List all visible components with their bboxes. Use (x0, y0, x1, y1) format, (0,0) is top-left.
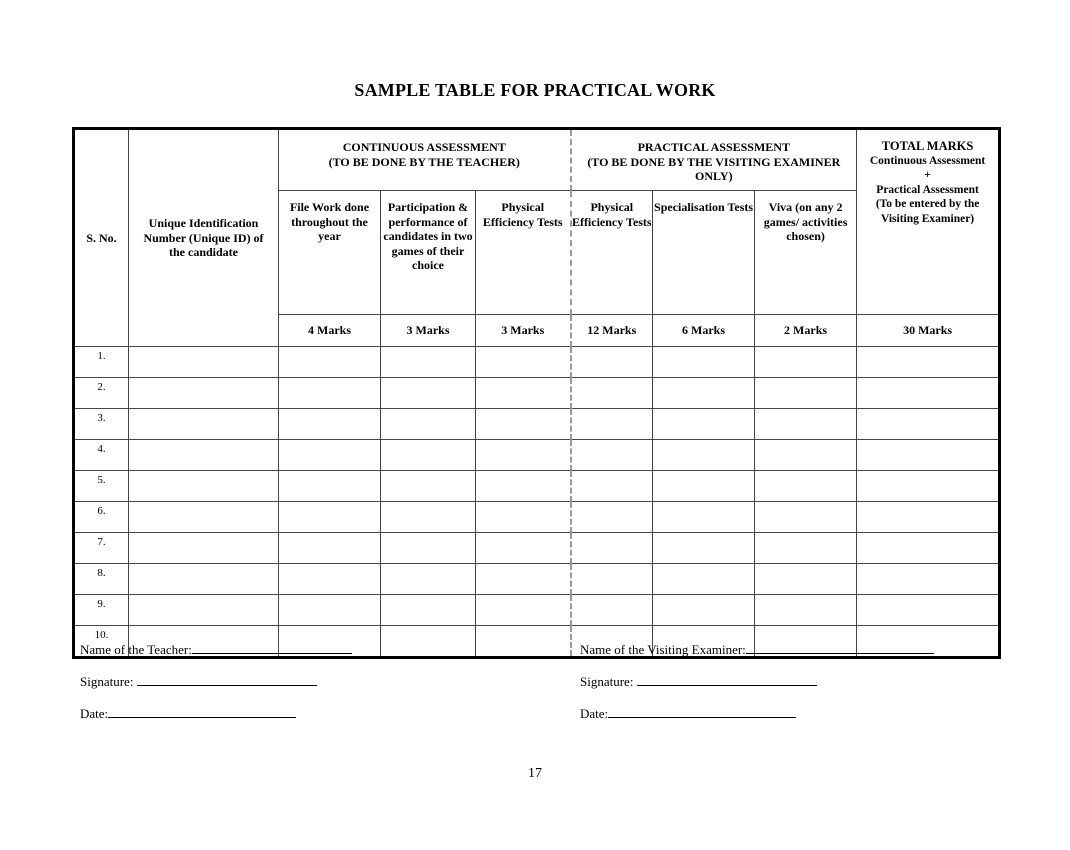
teacher-date-label: Date: (80, 706, 109, 721)
entry-cell[interactable] (653, 471, 755, 502)
table-row (74, 502, 1000, 533)
teacher-date-line[interactable] (108, 705, 296, 718)
teacher-signature-field[interactable] (80, 673, 317, 690)
page-number: 17 (528, 766, 542, 781)
entry-cell[interactable] (755, 440, 857, 471)
table-row (74, 533, 1000, 564)
row-number: 8. (74, 564, 129, 595)
entry-cell[interactable] (755, 533, 857, 564)
entry-cell[interactable] (653, 502, 755, 533)
entry-cell[interactable] (755, 409, 857, 440)
entry-cell[interactable] (571, 533, 653, 564)
table-row (74, 564, 1000, 595)
marks-pa-physical-efficiency: 12 Marks (571, 315, 653, 347)
row-number: 6. (74, 502, 129, 533)
uid-header: Unique Identification Number (Unique ID) of the candidate (129, 129, 279, 347)
practical-assessment-note: (TO BE DONE BY THE VISITING EXAMINER ONLY) (587, 154, 841, 183)
entry-cell[interactable] (857, 471, 1000, 502)
row-number: 10. (74, 626, 129, 658)
entry-cell[interactable] (755, 471, 857, 502)
entry-cell[interactable] (653, 533, 755, 564)
entry-cell[interactable] (129, 533, 279, 564)
entry-cell[interactable] (279, 564, 381, 595)
entry-cell[interactable] (653, 440, 755, 471)
row-number: 4. (74, 440, 129, 471)
marks-total: 30 Marks (857, 315, 1000, 347)
practical-work-table (72, 127, 1001, 659)
entry-cell[interactable] (857, 378, 1000, 409)
col-file-work: File Work done throughout the year (279, 191, 381, 315)
total-marks-title: TOTAL MARKS (881, 139, 974, 153)
entry-cell[interactable] (476, 533, 571, 564)
entry-cell[interactable] (129, 564, 279, 595)
row-number: 2. (74, 378, 129, 409)
entry-cell[interactable] (279, 378, 381, 409)
col-pa-physical-efficiency: Physical Efficiency Tests (571, 191, 653, 315)
table-row (74, 347, 1000, 378)
entry-cell[interactable] (476, 502, 571, 533)
entry-cell[interactable] (653, 409, 755, 440)
entry-cell[interactable] (381, 378, 476, 409)
entry-cell[interactable] (571, 378, 653, 409)
entry-cell[interactable] (129, 378, 279, 409)
entry-cell[interactable] (653, 595, 755, 626)
practical-assessment-title: PRACTICAL ASSESSMENT (637, 140, 790, 154)
practical-assessment-header (571, 129, 857, 191)
examiner-signature-line[interactable] (637, 673, 817, 686)
row-number: 1. (74, 347, 129, 378)
entry-cell[interactable] (381, 564, 476, 595)
entry-cell[interactable] (129, 595, 279, 626)
continuous-assessment-note: (TO BE DONE BY THE TEACHER) (328, 154, 520, 169)
table-row (74, 471, 1000, 502)
total-marks-plus: + (924, 169, 931, 181)
entry-cell[interactable] (755, 502, 857, 533)
row-number: 3. (74, 409, 129, 440)
continuous-assessment-header (279, 129, 571, 191)
entry-cell[interactable] (857, 595, 1000, 626)
entry-cell[interactable] (476, 595, 571, 626)
entry-cell[interactable] (571, 347, 653, 378)
total-marks-header (857, 129, 1000, 315)
examiner-date-label: Date: (580, 706, 609, 721)
table-row (74, 409, 1000, 440)
examiner-name-label: Name of the Visiting Examiner: (580, 642, 746, 657)
teacher-signature-line[interactable] (137, 673, 317, 686)
entry-cell[interactable] (476, 409, 571, 440)
entry-cell[interactable] (755, 347, 857, 378)
entry-cell[interactable] (857, 564, 1000, 595)
entry-cell[interactable] (857, 533, 1000, 564)
marks-specialisation: 6 Marks (653, 315, 755, 347)
entry-cell[interactable] (755, 595, 857, 626)
entry-cell[interactable] (381, 347, 476, 378)
entry-cell[interactable] (279, 595, 381, 626)
entry-cell[interactable] (279, 347, 381, 378)
marks-viva: 2 Marks (755, 315, 857, 347)
sno-header: S. No. (74, 129, 129, 347)
entry-cell[interactable] (476, 347, 571, 378)
entry-cell[interactable] (755, 378, 857, 409)
entry-cell[interactable] (279, 440, 381, 471)
total-marks-line2: Continuous Assessment (869, 154, 986, 167)
examiner-date-line[interactable] (608, 705, 796, 718)
teacher-name-field[interactable] (80, 641, 352, 658)
row-number: 9. (74, 595, 129, 626)
entry-cell[interactable] (279, 471, 381, 502)
teacher-name-line[interactable] (192, 641, 352, 654)
entry-cell[interactable] (476, 471, 571, 502)
teacher-signature-label: Signature: (80, 674, 134, 689)
total-marks-line3: Practical Assessment (876, 183, 979, 196)
entry-cell[interactable] (653, 347, 755, 378)
examiner-date-field[interactable] (580, 705, 796, 722)
entry-cell[interactable] (381, 595, 476, 626)
entry-cell[interactable] (129, 502, 279, 533)
entry-cell[interactable] (129, 347, 279, 378)
entry-cell[interactable] (129, 440, 279, 471)
entry-cell[interactable] (279, 502, 381, 533)
entry-cell[interactable] (129, 471, 279, 502)
col-ca-physical-efficiency: Physical Efficiency Tests (476, 191, 571, 315)
col-viva: Viva (on any 2 games/ activities chosen) (755, 191, 857, 315)
col-participation: Participation & performance of candidates in two games of their choice (381, 191, 476, 315)
entry-cell[interactable] (476, 378, 571, 409)
entry-cell[interactable] (381, 626, 476, 658)
marks-participation: 3 Marks (381, 315, 476, 347)
marks-ca-physical-efficiency: 3 Marks (476, 315, 571, 347)
page-title: SAMPLE TABLE FOR PRACTICAL WORK (354, 80, 716, 100)
entry-cell[interactable] (571, 595, 653, 626)
entry-cell[interactable] (653, 564, 755, 595)
entry-cell[interactable] (857, 409, 1000, 440)
entry-cell[interactable] (279, 533, 381, 564)
entry-cell[interactable] (571, 502, 653, 533)
table-row (74, 378, 1000, 409)
examiner-signature-label: Signature: (580, 674, 634, 689)
teacher-name-label: Name of the Teacher: (80, 642, 192, 657)
examiner-signature-field[interactable] (580, 673, 817, 690)
teacher-date-field[interactable] (80, 705, 296, 722)
entry-cell[interactable] (857, 440, 1000, 471)
entry-cell[interactable] (857, 347, 1000, 378)
entry-cell[interactable] (381, 440, 476, 471)
entry-cell[interactable] (279, 409, 381, 440)
entry-cell[interactable] (653, 378, 755, 409)
row-number: 5. (74, 471, 129, 502)
table-row (74, 595, 1000, 626)
row-number: 7. (74, 533, 129, 564)
entry-cell[interactable] (571, 471, 653, 502)
entry-cell[interactable] (755, 564, 857, 595)
examiner-name-field[interactable] (580, 641, 934, 658)
entry-cell[interactable] (381, 533, 476, 564)
entry-cell[interactable] (476, 440, 571, 471)
table-body (74, 347, 1000, 658)
entry-cell[interactable] (571, 440, 653, 471)
entry-cell[interactable] (129, 409, 279, 440)
examiner-name-line[interactable] (746, 641, 934, 654)
col-specialisation: Specialisation Tests (653, 191, 755, 315)
entry-cell[interactable] (571, 564, 653, 595)
entry-cell[interactable] (381, 471, 476, 502)
marks-file-work: 4 Marks (279, 315, 381, 347)
entry-cell[interactable] (381, 502, 476, 533)
continuous-assessment-title: CONTINUOUS ASSESSMENT (342, 140, 506, 154)
entry-cell[interactable] (476, 564, 571, 595)
total-marks-line4: (To be entered by the Visiting Examiner) (875, 198, 980, 225)
entry-cell[interactable] (857, 502, 1000, 533)
entry-cell[interactable] (381, 409, 476, 440)
table-row (74, 440, 1000, 471)
entry-cell[interactable] (571, 409, 653, 440)
entry-cell[interactable] (476, 626, 571, 658)
